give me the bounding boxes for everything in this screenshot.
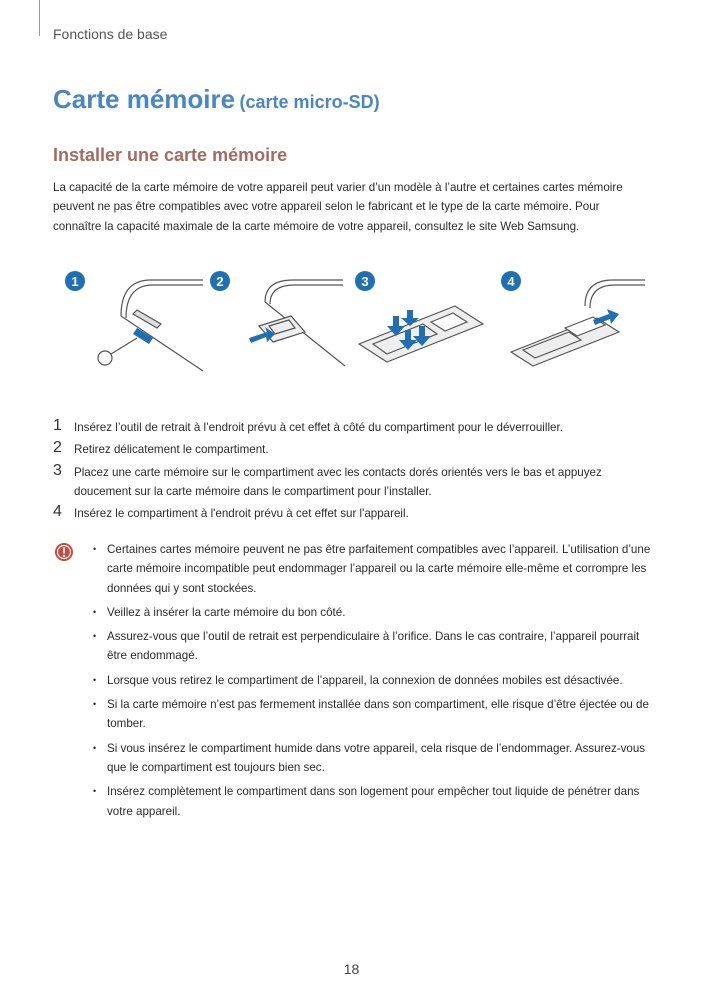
panel-4-insert-tray [511, 280, 645, 366]
step-badge-2 [210, 271, 230, 291]
caution-icon [54, 542, 74, 562]
step-item [53, 440, 645, 459]
caution-item: • Veillez à insérer la carte mémoire du bon côté. [93, 603, 653, 622]
step-number: 1 [53, 417, 62, 434]
running-header: Fonctions de base [53, 26, 168, 42]
step-text: Retirez délicatement le compartiment. [74, 443, 269, 457]
section-heading: Installer une carte mémoire [53, 145, 288, 165]
page-number: 18 [343, 961, 360, 977]
caution-item: • Certaines cartes mémoire peuvent ne pas être parfaitement compatibles avec l’appareil. L’utilisation d’une carte mémoire incompatible peut endommager l’appareil ou la carte mémoire elle-même et corrompre les données qui y sont stockées. [93, 540, 653, 598]
step-item [53, 463, 645, 502]
step-number: 4 [53, 503, 62, 521]
step-item [53, 418, 645, 437]
caution-item: • Insérez complètement le compartiment dans son logement pour empêcher tout liquide de pénétrer dans votre appareil. [93, 782, 653, 821]
step-text: Placez une carte mémoire sur le compartiment avec les contacts dorés orientés vers le bas et appuyez doucement sur la carte mémoire dans le compartiment pour l’installer. [74, 465, 602, 498]
intro-paragraph: La capacité de la carte mémoire de votre appareil peut varier d’un modèle à l’autre et certaines cartes mémoire peuvent ne pas être compatibles avec votre appareil selon le fabricant et le type de la carte mémoire. Pour connaître la capacité maximale de la carte mémoire de votre appareil, consultez le site Web Samsung. [53, 181, 623, 233]
title-main: Carte mémoire [53, 84, 236, 114]
header-rule [39, 0, 40, 36]
badge-3-label: 3 [361, 274, 369, 289]
caution-list [93, 540, 653, 826]
caution-item: • Si la carte mémoire n’est pas fermement installée dans son compartiment, elle risque d’être éjectée ou de tomber. [93, 695, 653, 734]
badge-2-label: 2 [216, 274, 224, 289]
panel-2-remove-tray [249, 280, 345, 366]
badge-4-label: 4 [507, 274, 515, 289]
step-number: 3 [53, 461, 62, 479]
caution-item: • Si vous insérez le compartiment humide dans votre appareil, cela risque de l’endommager. Assurez-vous que le compartiment est toujours bien sec. [93, 739, 653, 778]
step-item [53, 504, 645, 523]
step-badge-1 [65, 271, 85, 291]
steps-list [53, 418, 645, 526]
panel-3-place-card [359, 306, 483, 362]
panel-1-eject-tool [98, 280, 203, 371]
step-badge-4 [501, 271, 521, 291]
caution-item: • Assurez-vous que l’outil de retrait est perpendiculaire à l’orifice. Dans le cas contraire, l’appareil pourrait être endommagé. [93, 627, 653, 666]
step-text: Insérez le compartiment à l'endroit prévu à cet effet sur l'appareil. [74, 507, 409, 521]
page-title [53, 84, 380, 115]
badge-1-label: 1 [71, 274, 79, 289]
installation-illustration [53, 266, 645, 396]
step-text: Insérez l’outil de retrait à l’endroit prévu à cet effet à côté du compartiment pour le déverrouiller. [74, 421, 563, 434]
step-badge-3 [355, 271, 375, 291]
step-number: 2 [53, 439, 62, 457]
title-sub: (carte micro-SD) [239, 92, 380, 112]
caution-item: • Lorsque vous retirez le compartiment de l’appareil, la connexion de données mobiles est désactivée. [93, 671, 653, 690]
